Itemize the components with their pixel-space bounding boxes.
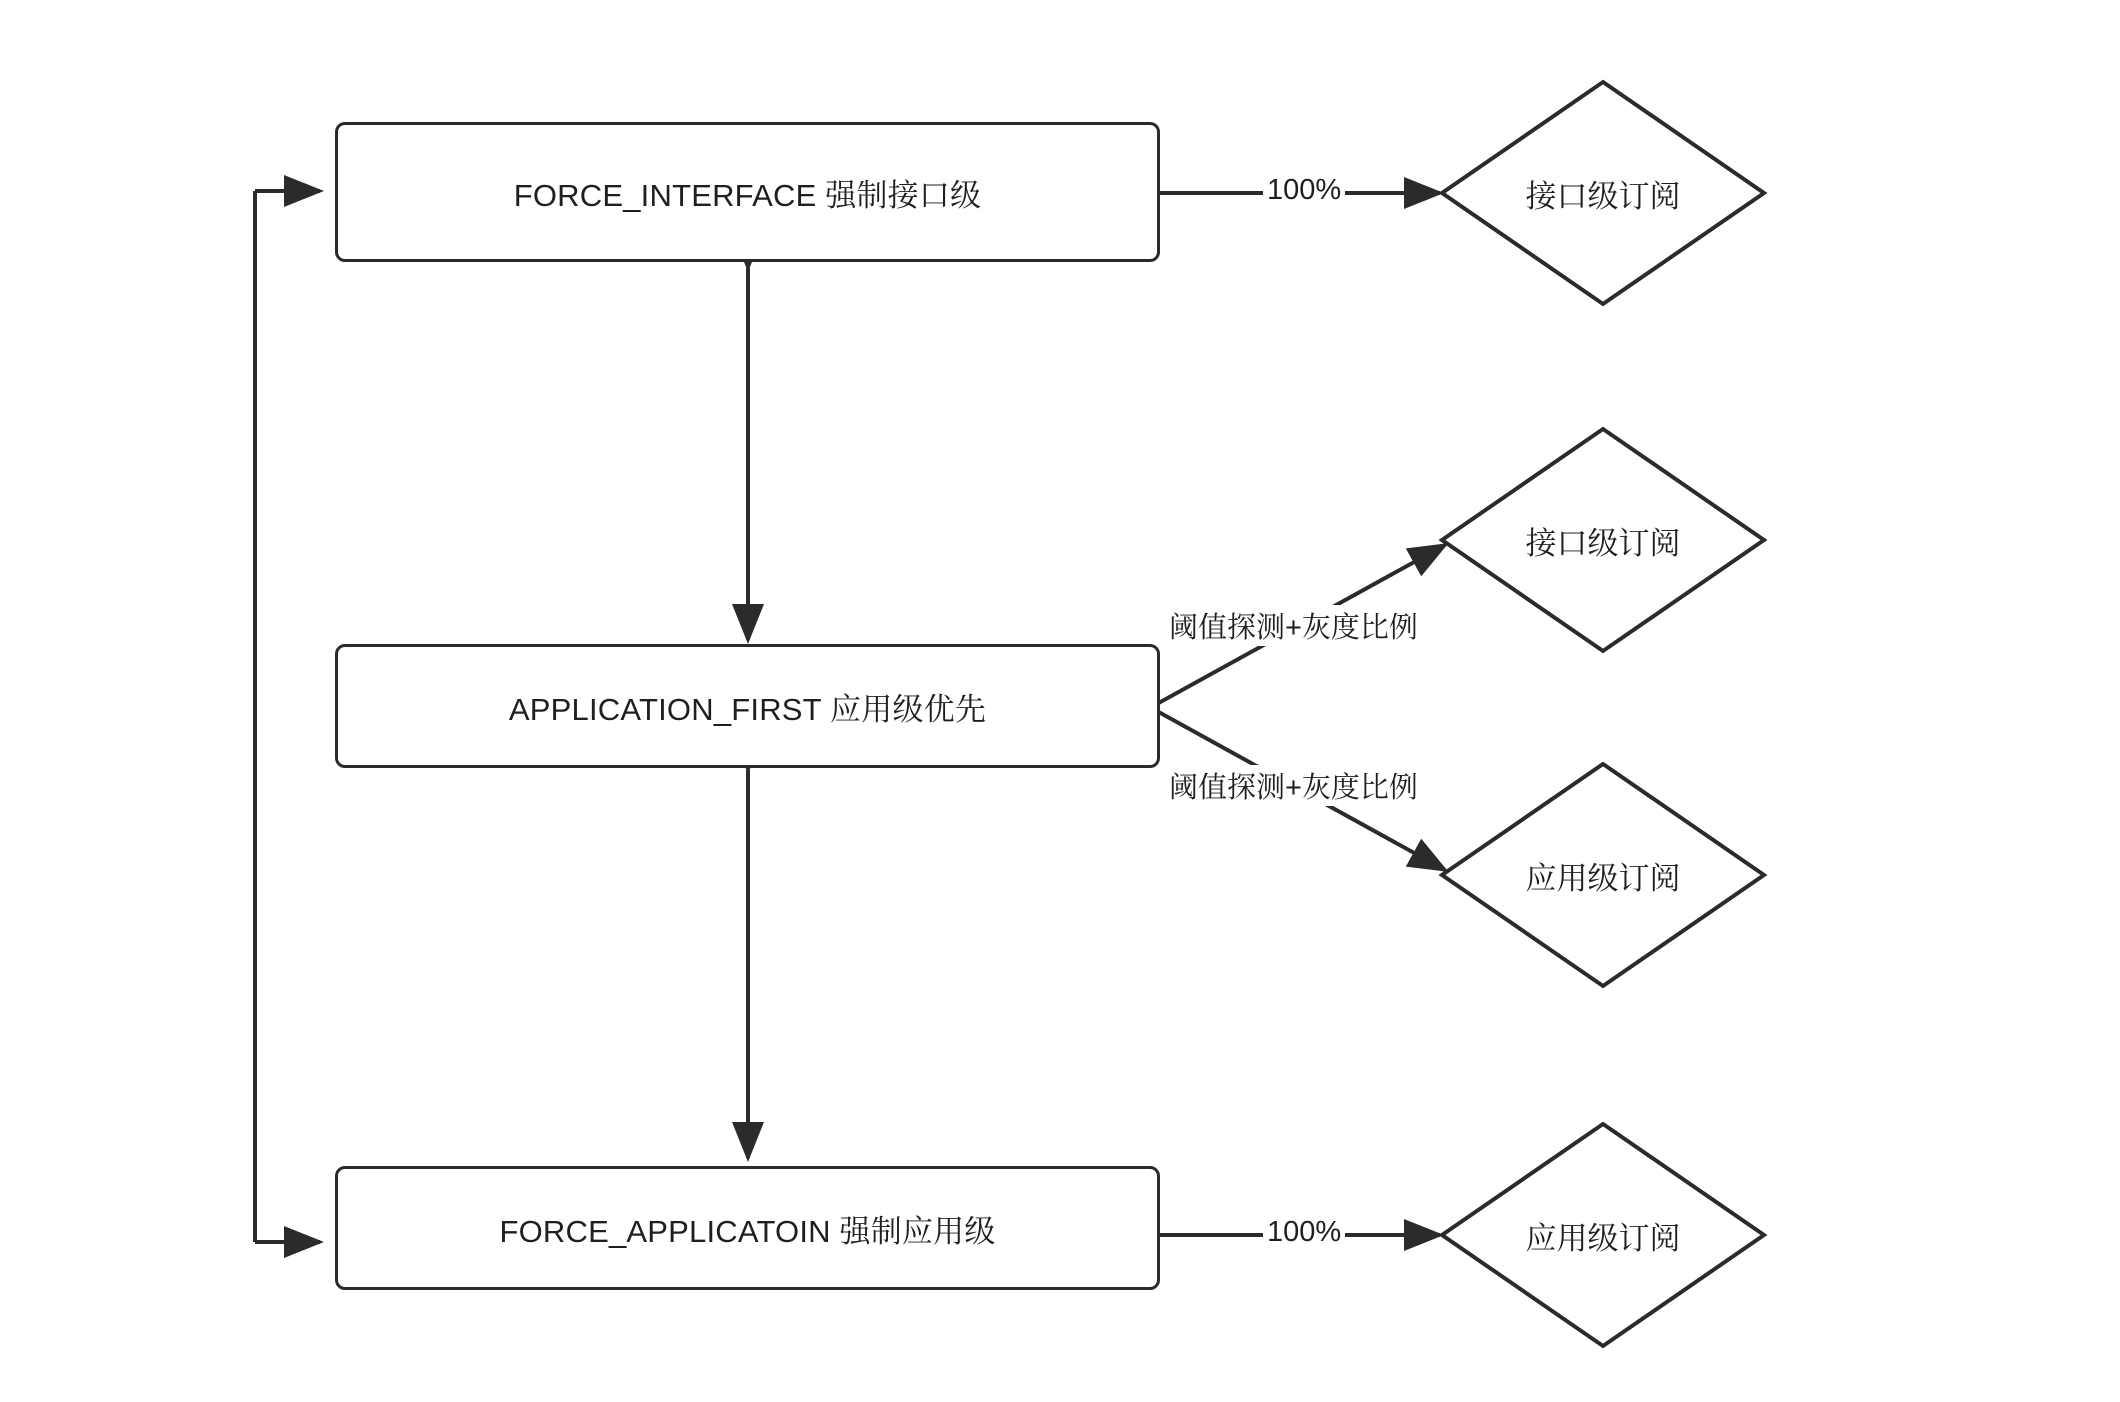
- node-interface-sub-top-label: 接口级订阅: [1525, 178, 1681, 214]
- node-interface-sub-mid-label: 接口级订阅: [1525, 525, 1681, 561]
- node-application-sub-mid[interactable]: [1438, 760, 1768, 990]
- node-application-sub-bottom[interactable]: [1438, 1120, 1768, 1350]
- node-interface-sub-top[interactable]: [1438, 78, 1768, 308]
- node-force-interface-label: FORCE_INTERFACE 强制接口级: [513, 177, 982, 213]
- node-application-sub-mid-label: 应用级订阅: [1525, 860, 1681, 896]
- node-application-first-label: APPLICATION_FIRST 应用级优先: [508, 691, 987, 727]
- node-force-interface[interactable]: [335, 122, 1160, 262]
- edge-label-pct-top: 100%: [1263, 174, 1345, 207]
- edge-label-pct-bottom: 100%: [1263, 1216, 1345, 1249]
- node-force-application-label: FORCE_APPLICATOIN 强制应用级: [499, 1213, 996, 1249]
- node-application-first[interactable]: [335, 644, 1160, 768]
- edge-label-branch-lower: 阈值探测+灰度比例: [1165, 765, 1422, 806]
- edge-label-branch-upper: 阈值探测+灰度比例: [1165, 605, 1422, 646]
- node-force-application[interactable]: [335, 1166, 1160, 1290]
- node-application-sub-bottom-label: 应用级订阅: [1525, 1220, 1681, 1256]
- node-interface-sub-mid[interactable]: [1438, 425, 1768, 655]
